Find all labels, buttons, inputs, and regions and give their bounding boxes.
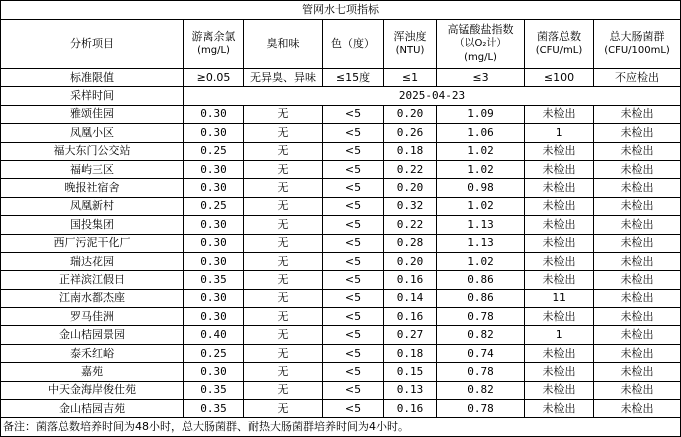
table-row — [1, 160, 681, 178]
header-turbidity-line1: 浑浊度 — [393, 30, 427, 43]
standard-chlorine: ≥0.05 — [184, 69, 244, 87]
standard-coliform: 不应检出 — [594, 69, 681, 87]
header-permanganate — [437, 20, 525, 69]
cell-colony: 1 — [525, 326, 594, 344]
cell-color: <5 — [323, 234, 384, 252]
cell-turbidity: 0.16 — [384, 271, 437, 289]
cell-chlorine: 0.30 — [184, 124, 244, 142]
table-row — [1, 234, 681, 252]
cell-coliform: 未检出 — [594, 400, 681, 418]
table-row — [1, 142, 681, 160]
cell-color: <5 — [323, 308, 384, 326]
cell-site: 金山桔园景园 — [1, 326, 184, 344]
cell-turbidity: 0.20 — [384, 179, 437, 197]
cell-site: 正祥滨江假日 — [1, 271, 184, 289]
cell-site: 凤凰新村 — [1, 197, 184, 215]
header-chlorine — [184, 20, 244, 69]
cell-colony: 未检出 — [525, 216, 594, 234]
cell-coliform: 未检出 — [594, 216, 681, 234]
header-permanganate-line1: 高锰酸盐指数 — [447, 23, 514, 36]
cell-color: <5 — [323, 216, 384, 234]
standard-odor: 无异臭、异味 — [244, 69, 323, 87]
cell-colony: 未检出 — [525, 234, 594, 252]
table-row — [1, 197, 681, 215]
header-permanganate-line2: （以O₂计） — [454, 38, 507, 49]
table-row — [1, 271, 681, 289]
cell-turbidity: 0.20 — [384, 105, 437, 123]
cell-turbidity: 0.28 — [384, 234, 437, 252]
cell-colony: 未检出 — [525, 160, 594, 178]
cell-odor: 无 — [244, 289, 323, 307]
cell-color: <5 — [323, 197, 384, 215]
table-row — [1, 308, 681, 326]
standard-turbidity: ≤1 — [384, 69, 437, 87]
cell-odor: 无 — [244, 308, 323, 326]
cell-site: 泰禾红峪 — [1, 344, 184, 362]
cell-odor: 无 — [244, 124, 323, 142]
cell-chlorine: 0.30 — [184, 160, 244, 178]
sampling-label: 采样时间 — [1, 87, 184, 105]
cell-colony: 未检出 — [525, 105, 594, 123]
note-text: 备注：菌落总数培养时间为48小时，总大肠菌群、耐热大肠菌群培养时间为4小时。 — [1, 418, 681, 436]
cell-site: 嘉苑 — [1, 363, 184, 381]
cell-turbidity: 0.15 — [384, 363, 437, 381]
cell-color: <5 — [323, 160, 384, 178]
cell-coliform: 未检出 — [594, 179, 681, 197]
table-row — [1, 289, 681, 307]
cell-color: <5 — [323, 326, 384, 344]
cell-odor: 无 — [244, 105, 323, 123]
cell-odor: 无 — [244, 381, 323, 399]
cell-permanganate: 0.78 — [437, 308, 525, 326]
cell-permanganate: 1.02 — [437, 197, 525, 215]
cell-colony: 未检出 — [525, 400, 594, 418]
cell-turbidity: 0.18 — [384, 142, 437, 160]
cell-chlorine: 0.25 — [184, 197, 244, 215]
cell-turbidity: 0.27 — [384, 326, 437, 344]
cell-coliform: 未检出 — [594, 124, 681, 142]
cell-chlorine: 0.40 — [184, 326, 244, 344]
cell-site: 凤凰小区 — [1, 124, 184, 142]
cell-odor: 无 — [244, 400, 323, 418]
cell-permanganate: 1.02 — [437, 142, 525, 160]
cell-permanganate: 0.86 — [437, 289, 525, 307]
cell-coliform: 未检出 — [594, 289, 681, 307]
table-row — [1, 179, 681, 197]
header-row — [1, 20, 681, 69]
cell-color: <5 — [323, 179, 384, 197]
cell-coliform: 未检出 — [594, 160, 681, 178]
cell-color: <5 — [323, 142, 384, 160]
cell-colony: 未检出 — [525, 197, 594, 215]
cell-odor: 无 — [244, 271, 323, 289]
cell-odor: 无 — [244, 326, 323, 344]
cell-odor: 无 — [244, 142, 323, 160]
header-color: 色（度） — [323, 20, 384, 69]
cell-color: <5 — [323, 400, 384, 418]
title-row — [1, 1, 681, 20]
cell-permanganate: 0.78 — [437, 400, 525, 418]
cell-chlorine: 0.30 — [184, 252, 244, 270]
table-row — [1, 381, 681, 399]
cell-colony: 1 — [525, 124, 594, 142]
cell-site: 江南水都杰座 — [1, 289, 184, 307]
cell-chlorine: 0.25 — [184, 142, 244, 160]
cell-permanganate: 0.82 — [437, 326, 525, 344]
note-row — [1, 418, 681, 436]
table-row — [1, 400, 681, 418]
cell-colony: 未检出 — [525, 142, 594, 160]
cell-coliform: 未检出 — [594, 344, 681, 362]
header-chlorine-line1: 游离余氯 — [191, 30, 236, 43]
cell-turbidity: 0.18 — [384, 344, 437, 362]
cell-colony: 未检出 — [525, 179, 594, 197]
standard-row — [1, 69, 681, 87]
cell-color: <5 — [323, 289, 384, 307]
cell-turbidity: 0.14 — [384, 289, 437, 307]
cell-coliform: 未检出 — [594, 197, 681, 215]
cell-coliform: 未检出 — [594, 271, 681, 289]
cell-permanganate: 1.13 — [437, 216, 525, 234]
standard-color: ≤15度 — [323, 69, 384, 87]
cell-chlorine: 0.30 — [184, 289, 244, 307]
cell-odor: 无 — [244, 216, 323, 234]
cell-colony: 未检出 — [525, 252, 594, 270]
header-coliform-line2: (CFU/100mL) — [604, 45, 670, 56]
header-item: 分析项目 — [1, 20, 184, 69]
cell-coliform: 未检出 — [594, 326, 681, 344]
cell-chlorine: 0.35 — [184, 400, 244, 418]
cell-site: 中天金海岸俊仕苑 — [1, 381, 184, 399]
header-odor: 臭和味 — [244, 20, 323, 69]
cell-colony: 未检出 — [525, 363, 594, 381]
cell-odor: 无 — [244, 179, 323, 197]
cell-coliform: 未检出 — [594, 308, 681, 326]
cell-color: <5 — [323, 344, 384, 362]
table-row — [1, 326, 681, 344]
cell-chlorine: 0.35 — [184, 271, 244, 289]
cell-chlorine: 0.30 — [184, 363, 244, 381]
table-row — [1, 363, 681, 381]
cell-site: 金山桔园吉苑 — [1, 400, 184, 418]
cell-odor: 无 — [244, 160, 323, 178]
cell-turbidity: 0.22 — [384, 160, 437, 178]
cell-color: <5 — [323, 105, 384, 123]
cell-permanganate: 1.09 — [437, 105, 525, 123]
cell-odor: 无 — [244, 344, 323, 362]
header-permanganate-line3: (mg/L) — [464, 52, 497, 63]
cell-permanganate: 0.98 — [437, 179, 525, 197]
cell-site: 国投集团 — [1, 216, 184, 234]
cell-odor: 无 — [244, 234, 323, 252]
cell-coliform: 未检出 — [594, 234, 681, 252]
cell-turbidity: 0.13 — [384, 381, 437, 399]
cell-color: <5 — [323, 124, 384, 142]
cell-chlorine: 0.35 — [184, 381, 244, 399]
cell-odor: 无 — [244, 363, 323, 381]
cell-coliform: 未检出 — [594, 252, 681, 270]
cell-site: 罗马佳洲 — [1, 308, 184, 326]
cell-turbidity: 0.16 — [384, 308, 437, 326]
cell-site: 西厂污泥干化厂 — [1, 234, 184, 252]
cell-chlorine: 0.30 — [184, 308, 244, 326]
cell-chlorine: 0.30 — [184, 179, 244, 197]
cell-permanganate: 0.78 — [437, 363, 525, 381]
cell-site: 晚报社宿舍 — [1, 179, 184, 197]
cell-chlorine: 0.30 — [184, 234, 244, 252]
cell-color: <5 — [323, 271, 384, 289]
standard-label: 标准限值 — [1, 69, 184, 87]
cell-odor: 无 — [244, 197, 323, 215]
cell-colony: 未检出 — [525, 381, 594, 399]
cell-colony: 未检出 — [525, 271, 594, 289]
standard-permanganate: ≤3 — [437, 69, 525, 87]
cell-colony: 11 — [525, 289, 594, 307]
table-title: 管网水七项指标 — [1, 1, 681, 20]
header-turbidity-line2: (NTU) — [395, 45, 425, 56]
cell-turbidity: 0.32 — [384, 197, 437, 215]
table-row — [1, 124, 681, 142]
cell-turbidity: 0.20 — [384, 252, 437, 270]
cell-odor: 无 — [244, 252, 323, 270]
cell-chlorine: 0.25 — [184, 344, 244, 362]
cell-chlorine: 0.30 — [184, 105, 244, 123]
table-row — [1, 344, 681, 362]
header-colony-line2: (CFU/mL) — [535, 45, 583, 56]
cell-coliform: 未检出 — [594, 363, 681, 381]
cell-permanganate: 1.06 — [437, 124, 525, 142]
cell-site: 福屿三区 — [1, 160, 184, 178]
header-colony-line1: 菌落总数 — [537, 30, 581, 43]
cell-permanganate: 1.02 — [437, 252, 525, 270]
cell-site: 雅颂佳园 — [1, 105, 184, 123]
table-row — [1, 252, 681, 270]
sampling-date: 2025-04-23 — [184, 87, 681, 105]
cell-coliform: 未检出 — [594, 105, 681, 123]
standard-colony: ≤100 — [525, 69, 594, 87]
header-turbidity — [384, 20, 437, 69]
header-colony — [525, 20, 594, 69]
cell-colony: 未检出 — [525, 308, 594, 326]
header-chlorine-line2: (mg/L) — [197, 45, 230, 56]
cell-color: <5 — [323, 252, 384, 270]
cell-color: <5 — [323, 381, 384, 399]
table-row — [1, 105, 681, 123]
header-coliform — [594, 20, 681, 69]
cell-permanganate: 0.86 — [437, 271, 525, 289]
cell-permanganate: 0.74 — [437, 344, 525, 362]
cell-coliform: 未检出 — [594, 142, 681, 160]
cell-permanganate: 1.13 — [437, 234, 525, 252]
table-row — [1, 216, 681, 234]
cell-turbidity: 0.16 — [384, 400, 437, 418]
cell-site: 福大东门公交站 — [1, 142, 184, 160]
cell-permanganate: 1.02 — [437, 160, 525, 178]
header-coliform-line1: 总大肠菌群 — [609, 30, 665, 43]
sampling-row — [1, 87, 681, 105]
cell-site: 瑞达花园 — [1, 252, 184, 270]
cell-turbidity: 0.26 — [384, 124, 437, 142]
cell-turbidity: 0.22 — [384, 216, 437, 234]
cell-color: <5 — [323, 363, 384, 381]
cell-permanganate: 0.82 — [437, 381, 525, 399]
cell-colony: 未检出 — [525, 344, 594, 362]
cell-coliform: 未检出 — [594, 381, 681, 399]
cell-chlorine: 0.30 — [184, 216, 244, 234]
